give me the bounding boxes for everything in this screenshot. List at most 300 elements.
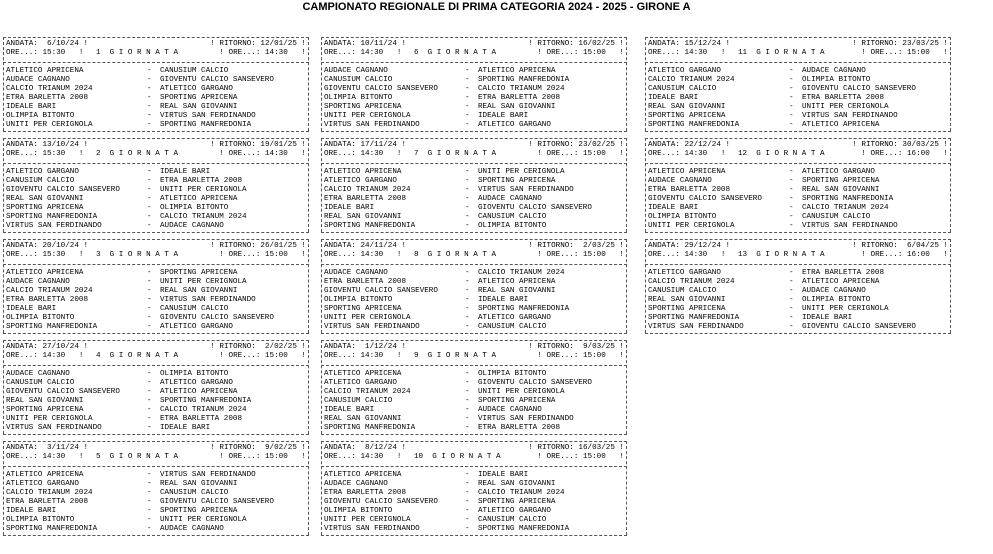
match-separator: - (789, 186, 794, 194)
away-team: CANUSIUM CALCIO (478, 323, 547, 331)
match-row (648, 314, 948, 323)
match-row (324, 525, 624, 534)
match-row (6, 213, 306, 222)
away-team: UNITI PER CERIGNOLA (802, 305, 889, 313)
header-times (6, 49, 306, 58)
match-separator: - (465, 204, 470, 212)
header-times (324, 49, 624, 58)
home-team: ATLETICO APRICENA (6, 67, 84, 75)
match-separator: - (465, 370, 470, 378)
match-list (6, 269, 306, 332)
match-row (6, 287, 306, 296)
border-right (950, 138, 951, 232)
ritorno-time: ! ORE...: 15:00 ! (537, 352, 624, 360)
border-right (626, 441, 627, 535)
border-left (645, 239, 646, 333)
match-separator: - (789, 168, 794, 176)
match-separator: - (789, 177, 794, 185)
away-team: ATLETICO APRICENA (160, 388, 238, 396)
match-separator: - (147, 305, 152, 313)
home-team: OLIMPIA BITONTO (324, 94, 393, 102)
match-row (648, 76, 948, 85)
home-team: OLIMPIA BITONTO (324, 296, 393, 304)
away-team: REAL SAN GIOVANNI (802, 186, 880, 194)
ritorno-time: ! ORE...: 14:30 ! (219, 150, 306, 158)
match-list (324, 269, 624, 332)
home-team: GIOVENTU CALCIO SANSEVERO (324, 287, 438, 295)
away-team: GIOVENTU CALCIO SANSEVERO (802, 323, 916, 331)
match-row (648, 222, 948, 231)
ritorno-time: ! ORE...: 15:00 ! (537, 453, 624, 461)
home-team: UNITI PER CERIGNOLA (324, 516, 411, 524)
away-team: SPORTING APRICENA (478, 177, 556, 185)
match-row (324, 112, 624, 121)
home-team: IDEALE BARI (648, 204, 699, 212)
header-dates (648, 141, 948, 150)
home-team: AUDACE CAGNANO (6, 76, 70, 84)
match-row (648, 121, 948, 130)
home-team: REAL SAN GIOVANNI (648, 103, 726, 111)
matchday-label: 3 G I O R N A T A (96, 251, 179, 259)
home-team: VIRTUS SAN FERDINANDO (324, 323, 420, 331)
divider-line (321, 239, 627, 240)
away-team: IDEALE BARI (802, 314, 853, 322)
home-team: CANUSIUM CALCIO (324, 76, 393, 84)
border-left (321, 441, 322, 535)
match-row (6, 397, 306, 406)
home-team: SPORTING APRICENA (648, 112, 726, 120)
home-team: CANUSIUM CALCIO (6, 177, 75, 185)
match-separator: - (147, 323, 152, 331)
match-separator: - (465, 305, 470, 313)
header-times (324, 453, 624, 462)
border-left (3, 37, 4, 131)
andata-time: ORE...: 14:30 ! (324, 49, 402, 57)
border-right (626, 138, 627, 232)
match-separator: - (147, 76, 152, 84)
home-team: UNITI PER CERIGNOLA (648, 222, 735, 230)
away-team: ATLETICO APRICENA (478, 67, 556, 75)
away-team: AUDACE CAGNANO (478, 195, 542, 203)
away-team: REAL SAN GIOVANNI (160, 287, 238, 295)
divider-line (321, 62, 627, 63)
match-separator: - (465, 112, 470, 120)
border-right (626, 37, 627, 131)
header-times (648, 251, 948, 260)
home-team: ATLETICO GARGANO (324, 379, 397, 387)
ritorno-date: ! RITORNO: 2/02/25 ! (210, 343, 306, 351)
away-team: CANUSIUM CALCIO (802, 213, 871, 221)
home-team: GIOVENTU CALCIO SANSEVERO (324, 85, 438, 93)
header-times (648, 49, 948, 58)
match-row (324, 287, 624, 296)
home-team: ATLETICO GARGANO (6, 168, 79, 176)
home-team: SPORTING APRICENA (324, 103, 402, 111)
divider-line (321, 535, 627, 536)
match-separator: - (465, 516, 470, 524)
andata-date: ANDATA: 6/10/24 ! (6, 40, 89, 48)
home-team: SPORTING APRICENA (324, 305, 402, 313)
match-row (6, 415, 306, 424)
match-list (324, 67, 624, 130)
andata-time: ORE...: 15:30 ! (6, 150, 84, 158)
match-row (324, 480, 624, 489)
border-left (645, 37, 646, 131)
home-team: CANUSIUM CALCIO (648, 85, 717, 93)
divider-line (3, 37, 309, 38)
match-row (6, 85, 306, 94)
match-row (6, 480, 306, 489)
home-team: SPORTING MANFREDONIA (324, 424, 416, 432)
divider-line (321, 232, 627, 233)
match-list (6, 370, 306, 433)
header-dates (324, 242, 624, 251)
match-separator: - (147, 67, 152, 75)
match-row (324, 269, 624, 278)
match-row (6, 314, 306, 323)
header-times (6, 453, 306, 462)
border-left (3, 441, 4, 535)
match-separator: - (465, 296, 470, 304)
away-team: UNITI PER CERIGNOLA (160, 186, 247, 194)
match-row (6, 112, 306, 121)
match-row (6, 278, 306, 287)
match-separator: - (789, 213, 794, 221)
home-team: ATLETICO APRICENA (324, 471, 402, 479)
away-team: IDEALE BARI (478, 471, 529, 479)
header-times (324, 251, 624, 260)
match-row (324, 305, 624, 314)
away-team: UNITI PER CERIGNOLA (160, 516, 247, 524)
home-team: CALCIO TRIANUM 2024 (324, 388, 411, 396)
match-row (648, 296, 948, 305)
home-team: GIOVENTU CALCIO SANSEVERO (6, 388, 120, 396)
away-team: IDEALE BARI (160, 168, 211, 176)
matchday-block (3, 438, 309, 539)
matchday-label: 13 G I O R N A T A (738, 251, 825, 259)
home-team: ETRA BARLETTA 2008 (324, 489, 407, 497)
away-team: CANUSIUM CALCIO (478, 213, 547, 221)
andata-date: ANDATA: 17/11/24 ! (324, 141, 407, 149)
match-row (324, 296, 624, 305)
away-team: CALCIO TRIANUM 2024 (160, 213, 247, 221)
home-team: ATLETICO GARGANO (648, 67, 721, 75)
header-dates (324, 141, 624, 150)
match-separator: - (789, 204, 794, 212)
match-row (648, 85, 948, 94)
andata-date: ANDATA: 13/10/24 ! (6, 141, 89, 149)
divider-line (3, 535, 309, 536)
away-team: ETRA BARLETTA 2008 (160, 415, 243, 423)
away-team: UNITI PER CERIGNOLA (478, 388, 565, 396)
border-left (321, 239, 322, 333)
match-row (324, 507, 624, 516)
home-team: ATLETICO APRICENA (6, 269, 84, 277)
match-separator: - (147, 498, 152, 506)
divider-line (321, 466, 627, 467)
header-dates (324, 444, 624, 453)
border-right (308, 138, 309, 232)
match-separator: - (465, 269, 470, 277)
away-team: AUDACE CAGNANO (478, 406, 542, 414)
away-team: SPORTING MANFREDONIA (160, 397, 252, 405)
match-separator: - (465, 471, 470, 479)
header-dates (648, 242, 948, 251)
match-row (6, 186, 306, 195)
andata-time: ORE...: 14:30 ! (324, 453, 402, 461)
matchday-block (3, 34, 309, 135)
andata-date: ANDATA: 1/12/24 ! (324, 343, 407, 351)
match-row (324, 489, 624, 498)
home-team: VIRTUS SAN FERDINANDO (324, 121, 420, 129)
match-separator: - (789, 278, 794, 286)
away-team: ATLETICO APRICENA (478, 278, 556, 286)
divider-line (645, 62, 951, 63)
home-team: REAL SAN GIOVANNI (648, 296, 726, 304)
match-separator: - (147, 287, 152, 295)
away-team: GIOVENTU CALCIO SANSEVERO (160, 498, 274, 506)
match-separator: - (789, 296, 794, 304)
match-row (324, 213, 624, 222)
matchday-label: 9 G I O R N A T A (414, 352, 497, 360)
match-row (6, 489, 306, 498)
match-row (6, 269, 306, 278)
match-row (324, 94, 624, 103)
away-team: REAL SAN GIOVANNI (478, 480, 556, 488)
andata-date: ANDATA: 27/10/24 ! (6, 343, 89, 351)
match-row (324, 379, 624, 388)
away-team: GIOVENTU CALCIO SANSEVERO (478, 379, 592, 387)
header-times (6, 251, 306, 260)
matchday-block (321, 34, 627, 135)
away-team: CALCIO TRIANUM 2024 (160, 406, 247, 414)
matchday-label: 12 G I O R N A T A (738, 150, 825, 158)
andata-time: ORE...: 14:30 ! (648, 150, 726, 158)
away-team: SPORTING MANFREDONIA (802, 195, 894, 203)
column-2 (321, 34, 627, 539)
home-team: GIOVENTU CALCIO SANSEVERO (6, 186, 120, 194)
header-dates (6, 343, 306, 352)
home-team: IDEALE BARI (6, 507, 57, 515)
away-team: ATLETICO GARGANO (478, 507, 551, 515)
header-times (6, 150, 306, 159)
divider-line (3, 365, 309, 366)
away-team: REAL SAN GIOVANNI (478, 103, 556, 111)
home-team: IDEALE BARI (324, 204, 375, 212)
match-row (324, 204, 624, 213)
match-separator: - (465, 415, 470, 423)
match-separator: - (465, 507, 470, 515)
home-team: ATLETICO APRICENA (324, 168, 402, 176)
match-separator: - (147, 370, 152, 378)
match-separator: - (147, 177, 152, 185)
away-team: ATLETICO GARGANO (802, 168, 875, 176)
match-row (6, 177, 306, 186)
match-separator: - (147, 480, 152, 488)
divider-line (3, 333, 309, 334)
match-separator: - (465, 379, 470, 387)
match-row (324, 103, 624, 112)
matchday-block (3, 337, 309, 438)
match-separator: - (789, 85, 794, 93)
divider-line (321, 138, 627, 139)
match-separator: - (147, 424, 152, 432)
away-team: ATLETICO APRICENA (802, 278, 880, 286)
divider-line (321, 37, 627, 38)
match-separator: - (465, 278, 470, 286)
andata-time: ORE...: 14:30 ! (324, 251, 402, 259)
match-row (648, 305, 948, 314)
ritorno-time: ! ORE...: 15:00 ! (219, 453, 306, 461)
away-team: VIRTUS SAN FERDINANDO (160, 296, 256, 304)
matchday-label: 8 G I O R N A T A (414, 251, 497, 259)
away-team: CALCIO TRIANUM 2024 (478, 489, 565, 497)
home-team: VIRTUS SAN FERDINANDO (648, 323, 744, 331)
divider-line (645, 163, 951, 164)
home-team: CANUSIUM CALCIO (324, 397, 393, 405)
matchday-label: 2 G I O R N A T A (96, 150, 179, 158)
away-team: SPORTING APRICENA (802, 177, 880, 185)
home-team: VIRTUS SAN FERDINANDO (6, 222, 102, 230)
home-team: ETRA BARLETTA 2008 (324, 278, 407, 286)
away-team: SPORTING MANFREDONIA (160, 121, 252, 129)
match-row (648, 67, 948, 76)
home-team: SPORTING MANFREDONIA (6, 213, 98, 221)
match-separator: - (789, 222, 794, 230)
home-team: CALCIO TRIANUM 2024 (648, 278, 735, 286)
away-team: VIRTUS SAN FERDINANDO (802, 112, 898, 120)
match-separator: - (789, 287, 794, 295)
home-team: OLIMPIA BITONTO (324, 507, 393, 515)
andata-time: ORE...: 15:30 ! (6, 49, 84, 57)
match-separator: - (147, 269, 152, 277)
home-team: SPORTING APRICENA (6, 406, 84, 414)
match-row (6, 296, 306, 305)
header-times (6, 352, 306, 361)
away-team: UNITI PER CERIGNOLA (160, 278, 247, 286)
ritorno-time: ! ORE...: 15:00 ! (537, 150, 624, 158)
andata-time: ORE...: 14:30 ! (324, 150, 402, 158)
andata-time: ORE...: 14:30 ! (648, 251, 726, 259)
border-right (626, 340, 627, 434)
ritorno-date: ! RITORNO: 23/03/25 ! (852, 40, 948, 48)
home-team: IDEALE BARI (6, 103, 57, 111)
away-team: GIOVENTU CALCIO SANSEVERO (160, 76, 274, 84)
match-row (324, 195, 624, 204)
page-title: CAMPIONATO REGIONALE DI PRIMA CATEGORIA 2024 - 2025 - GIRONE A (302, 1, 691, 13)
home-team: SPORTING MANFREDONIA (6, 323, 98, 331)
match-row (324, 67, 624, 76)
away-team: ETRA BARLETTA 2008 (802, 94, 885, 102)
away-team: CANUSIUM CALCIO (160, 305, 229, 313)
match-separator: - (147, 121, 152, 129)
match-row (6, 471, 306, 480)
match-separator: - (465, 314, 470, 322)
header-dates (6, 242, 306, 251)
divider-line (645, 37, 951, 38)
match-separator: - (465, 489, 470, 497)
matchday-label: 1 G I O R N A T A (96, 49, 179, 57)
divider-line (321, 365, 627, 366)
match-row (6, 305, 306, 314)
matchday-label: 7 G I O R N A T A (414, 150, 497, 158)
ritorno-date: ! RITORNO: 16/03/25 ! (528, 444, 624, 452)
home-team: ATLETICO GARGANO (648, 269, 721, 277)
match-row (6, 516, 306, 525)
match-list (6, 67, 306, 130)
ritorno-date: ! RITORNO: 19/01/25 ! (210, 141, 306, 149)
away-team: ETRA BARLETTA 2008 (478, 94, 561, 102)
header-times (324, 150, 624, 159)
andata-date: ANDATA: 22/12/24 ! (648, 141, 731, 149)
andata-time: ORE...: 14:30 ! (648, 49, 726, 57)
match-list (324, 370, 624, 433)
away-team: OLIMPIA BITONTO (478, 370, 547, 378)
header-dates (324, 343, 624, 352)
divider-line (645, 138, 951, 139)
away-team: REAL SAN GIOVANNI (160, 103, 238, 111)
home-team: VIRTUS SAN FERDINANDO (324, 525, 420, 533)
match-list (648, 168, 948, 231)
home-team: SPORTING MANFREDONIA (648, 121, 740, 129)
home-team: ATLETICO APRICENA (6, 471, 84, 479)
away-team: VIRTUS SAN FERDINANDO (160, 471, 256, 479)
border-right (950, 37, 951, 131)
home-team: ATLETICO GARGANO (6, 480, 79, 488)
ritorno-date: ! RITORNO: 2/03/25 ! (528, 242, 624, 250)
away-team: CANUSIUM CALCIO (160, 67, 229, 75)
ritorno-time: ! ORE...: 14:30 ! (219, 49, 306, 57)
home-team: CANUSIUM CALCIO (648, 287, 717, 295)
match-row (324, 323, 624, 332)
away-team: OLIMPIA BITONTO (802, 296, 871, 304)
match-separator: - (147, 112, 152, 120)
match-row (6, 67, 306, 76)
match-row (324, 222, 624, 231)
away-team: ATLETICO APRICENA (802, 121, 880, 129)
match-list (324, 168, 624, 231)
match-separator: - (789, 195, 794, 203)
andata-date: ANDATA: 24/11/24 ! (324, 242, 407, 250)
home-team: ETRA BARLETTA 2008 (6, 498, 89, 506)
match-separator: - (465, 397, 470, 405)
border-right (950, 239, 951, 333)
match-separator: - (147, 278, 152, 286)
match-separator: - (465, 121, 470, 129)
ritorno-time: ! ORE...: 15:00 ! (537, 49, 624, 57)
match-row (324, 406, 624, 415)
header-dates (324, 40, 624, 49)
matchday-block (321, 135, 627, 236)
divider-line (3, 138, 309, 139)
match-separator: - (147, 525, 152, 533)
andata-time: ORE...: 14:30 ! (6, 453, 84, 461)
home-team: GIOVENTU CALCIO SANSEVERO (648, 195, 762, 203)
ritorno-date: ! RITORNO: 12/01/25 ! (210, 40, 306, 48)
match-row (324, 397, 624, 406)
border-right (308, 441, 309, 535)
divider-line (321, 264, 627, 265)
match-list (6, 471, 306, 534)
home-team: CALCIO TRIANUM 2024 (6, 489, 93, 497)
match-row (6, 507, 306, 516)
divider-line (3, 264, 309, 265)
match-separator: - (465, 323, 470, 331)
match-separator: - (465, 85, 470, 93)
match-row (324, 314, 624, 323)
divider-line (3, 131, 309, 132)
matchday-block (3, 236, 309, 337)
